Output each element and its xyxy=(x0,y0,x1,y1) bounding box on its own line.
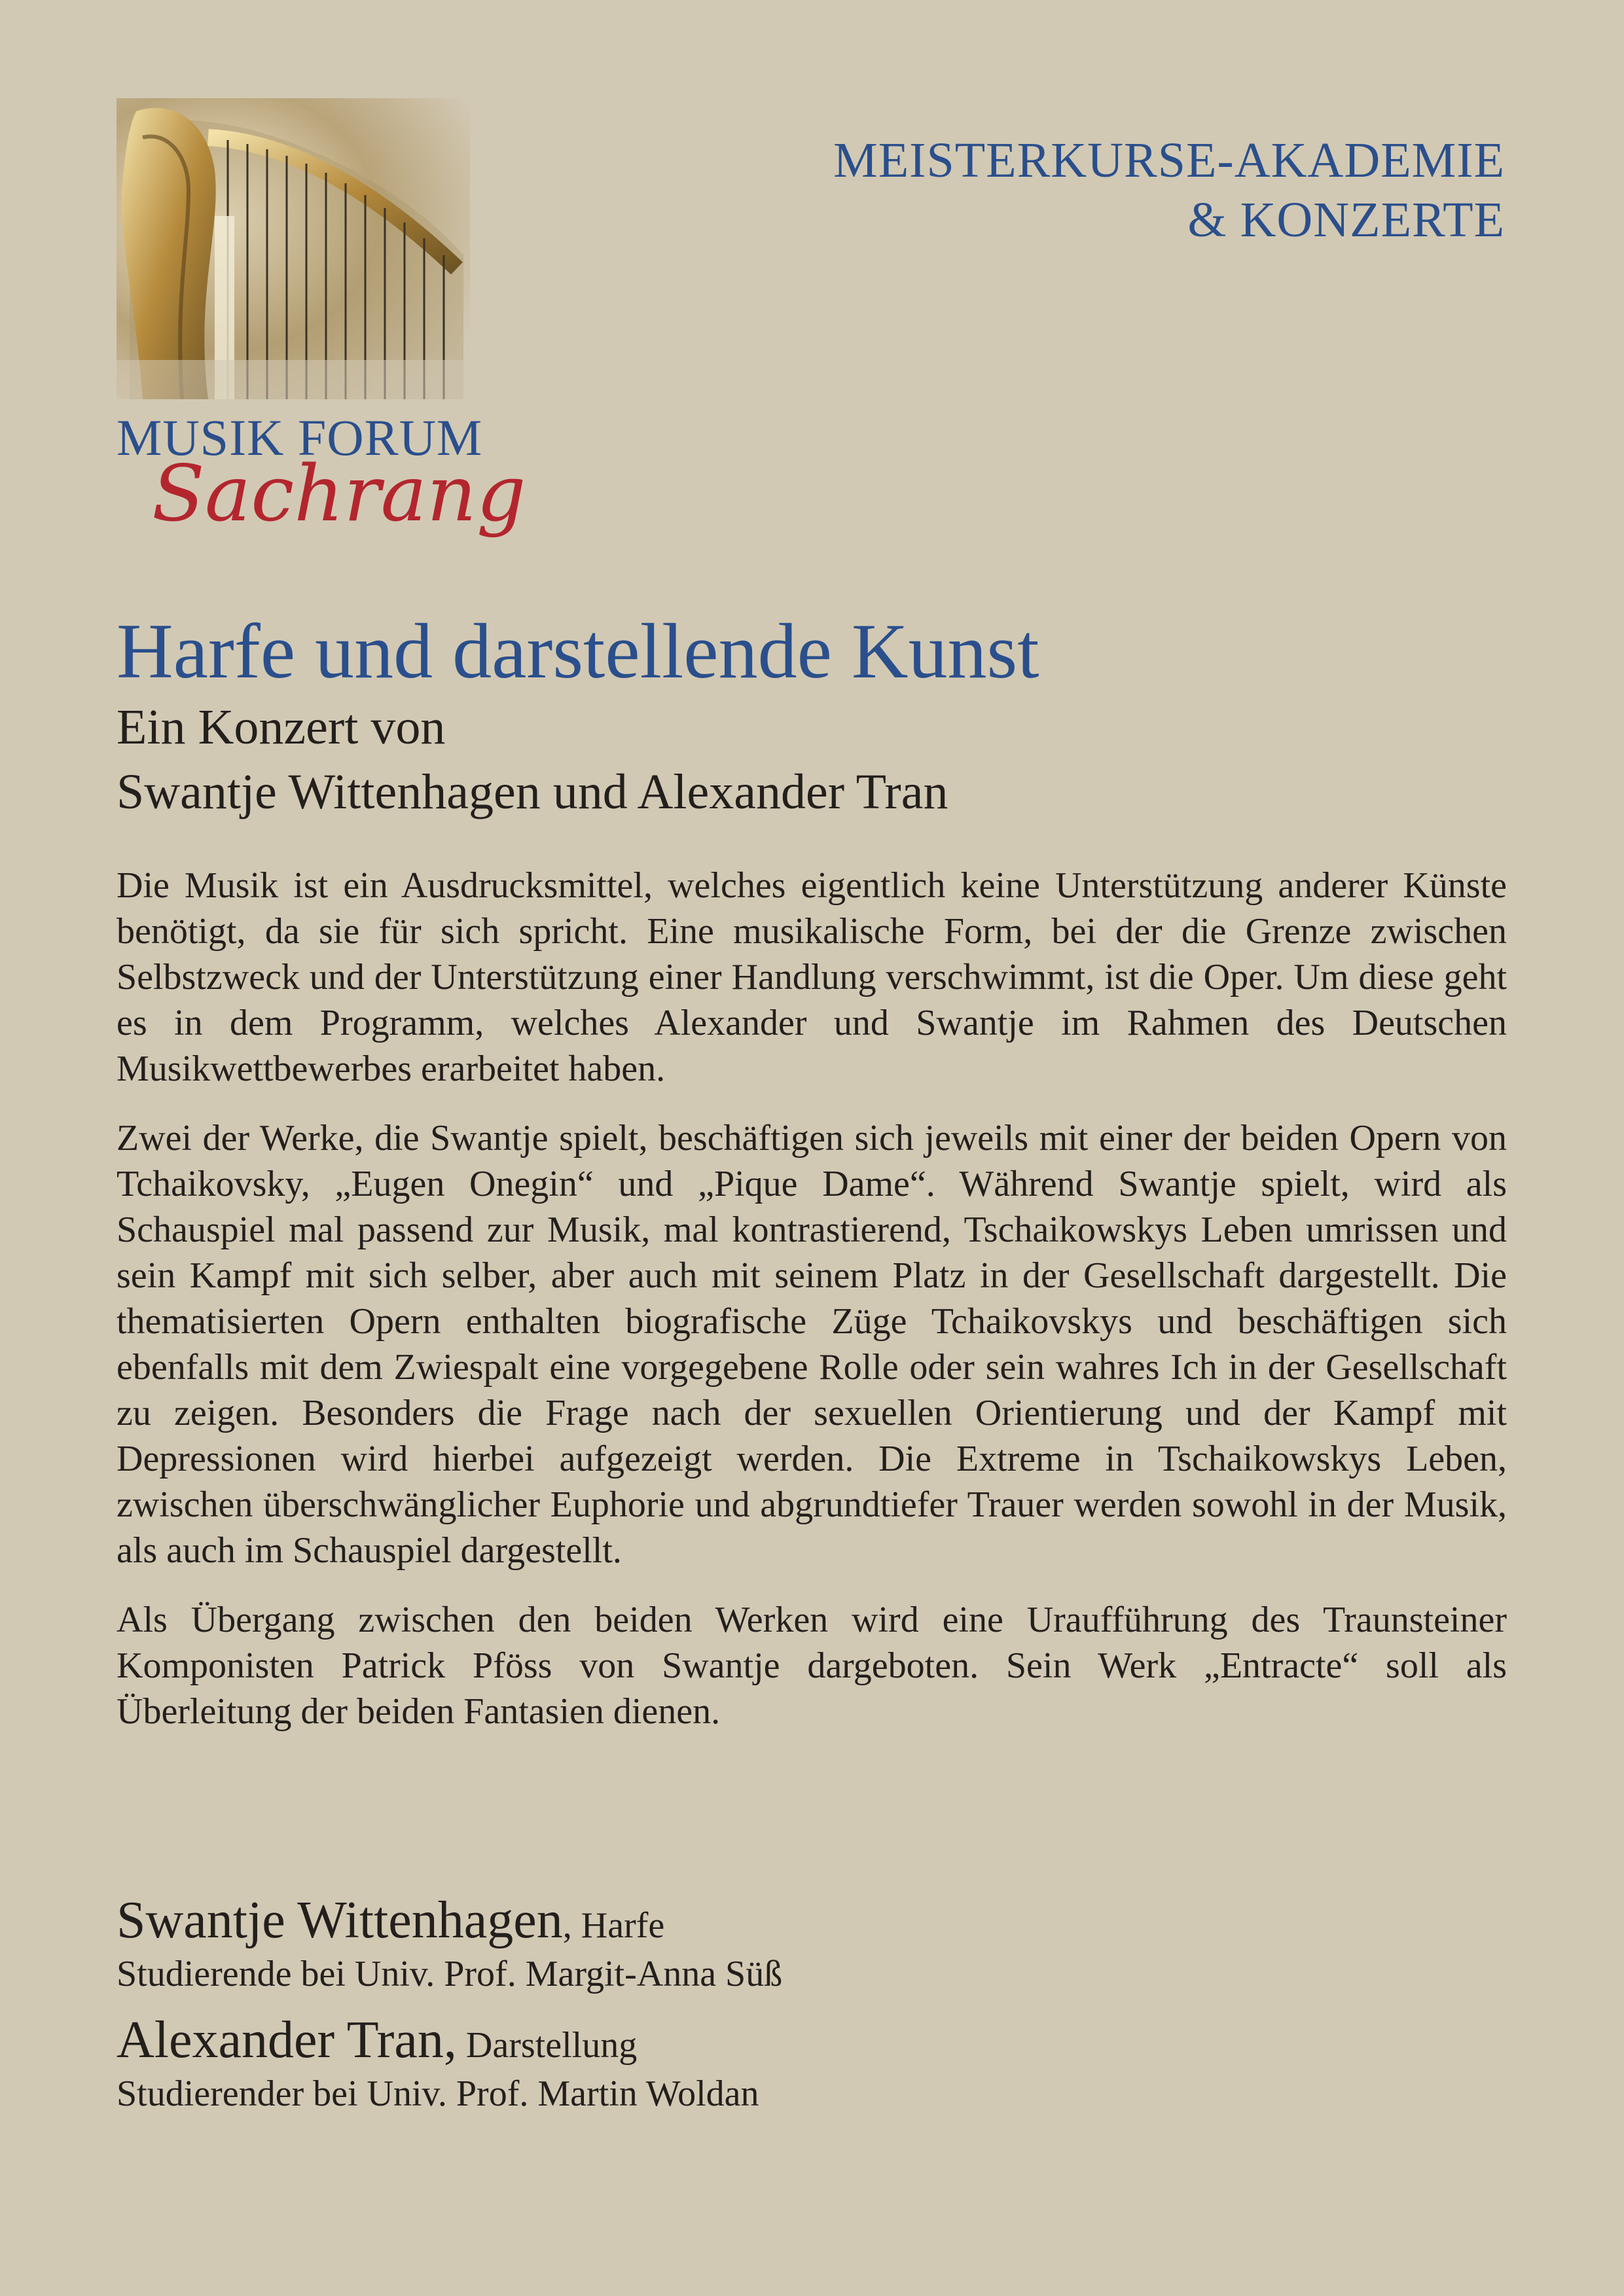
subtitle-line1: Ein Konzert von xyxy=(117,700,446,755)
subtitle xyxy=(117,695,948,825)
page-title: Harfe und darstellende Kunst xyxy=(117,607,1039,694)
logo-brand: MUSIK FORUM xyxy=(117,409,483,466)
tagline xyxy=(833,131,1505,250)
paragraph: Zwei der Werke, die Swantje spielt, beschäftigen sich jeweils mit einer der beiden Opern von Tchaikovsky, „Eugen Onegin“ und „Pique Dame“. Während Swantje spielt, wird als Schauspiel mal passend zur Musik, mal kontrastierend, Tschaikowskys Leben umrissen und sein Kampf mit sich selber, aber auch mit seinem Platz in der Gesellschaft dargestellt. Die thematisierten Opern enthalten biografische Züge Tchaikovskys und beschäftigen sich ebenfalls mit dem Zwiespalt eine vorgegebene Rolle oder sein wahres Ich in der Gesellschaft zu zeigen. Besonders die Frage nach der sexuellen Orientierung und der Kampf mit Depressionen wird hierbei aufgezeigt werden. Die Extreme in Tschaikowskys Leben, zwischen überschwänglicher Euphorie und abgrundtiefer Trauer werden sowohl in der Musik, als auch im Schauspiel dargestellt. xyxy=(117,1118,1507,1571)
logo-script: Sachrang xyxy=(152,448,526,539)
performer-name: Alexander Tran, xyxy=(117,2011,457,2069)
performer-teacher: Studierender bei Univ. Prof. Martin Woldan xyxy=(117,2073,759,2114)
paragraph: Die Musik ist ein Ausdrucksmittel, welches eigentlich keine Unterstützung anderer Künste benötigt, da sie für sich spricht. Eine musikalische Form, bei der die Grenze zwischen Selbstzweck und der Unterstützung einer Handlung verschwimmt, ist die Oper. Um diese geht es in dem Programm, welches Alexander und Swantje im Rahmen des Deutschen Musikwettbewerbes erarbeitet haben. xyxy=(117,865,1507,1089)
paragraph: Als Übergang zwischen den beiden Werken wird eine Uraufführung des Traunsteiner Komponisten Patrick Pföss von Swantje dargeboten. Sein Werk „Entracte“ soll als Überleitung der beiden Fantasien dienen. xyxy=(117,1600,1507,1732)
performer-role: , Harfe xyxy=(562,1905,665,1946)
performer-credit xyxy=(117,1890,1507,1998)
performer-teacher: Studierende bei Univ. Prof. Margit-Anna Süß xyxy=(117,1954,783,1994)
tagline-line2: & KONZERTE xyxy=(1187,192,1505,248)
performer-role: Darstellung xyxy=(456,2024,638,2066)
performer-credits xyxy=(117,1890,1507,2130)
tagline-line1: MEISTERKURSE-AKADEMIE xyxy=(833,133,1505,188)
harp-icon xyxy=(117,98,470,399)
description xyxy=(117,863,1507,1758)
subtitle-line2: Swantje Wittenhagen und Alexander Tran xyxy=(117,764,948,819)
performer-credit xyxy=(117,2010,1507,2118)
performer-name: Swantje Wittenhagen xyxy=(117,1892,563,1949)
